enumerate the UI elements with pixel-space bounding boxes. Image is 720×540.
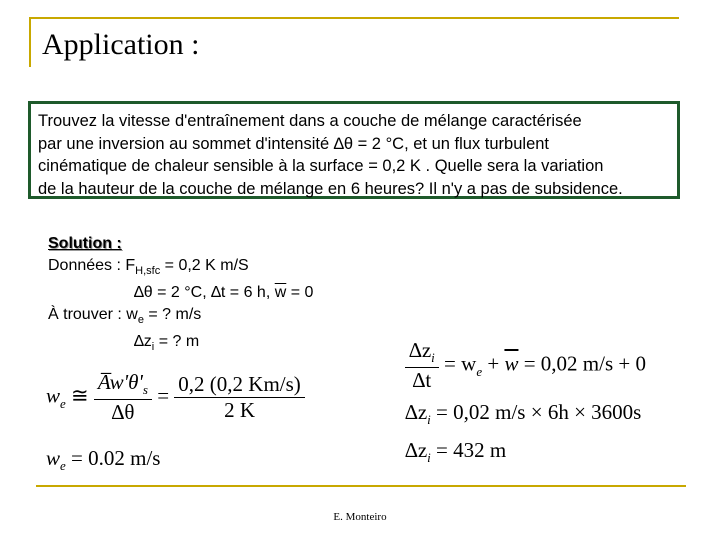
dz-numerator: ∆z	[409, 338, 432, 362]
equals-sign: =	[157, 383, 170, 408]
approx-sign: ≅	[71, 383, 89, 408]
flux-fraction	[94, 370, 152, 425]
we-symbol: w	[46, 383, 61, 408]
flux-numerator: A̅w'θ'	[97, 370, 143, 394]
numeric-fraction	[174, 372, 305, 423]
right-eq-2	[405, 400, 641, 429]
solution-block	[48, 233, 313, 359]
slide-title: Application :	[42, 28, 200, 61]
dz-sub: i	[151, 341, 155, 354]
eq1-rhs-c: = 0,02 m/s + 0	[518, 351, 646, 376]
numeric-numerator: 0,2 (0,2 Km/s)	[178, 372, 301, 397]
eq2-rhs: = 0,02 m/s × 6h × 3600s	[430, 400, 642, 424]
problem-line: par une inversion au sommet d'intensité ∆θ = 2 °C, et un flux turbulent	[38, 134, 550, 153]
title-rule-top	[29, 17, 679, 19]
eq2-lhs: ∆z	[405, 400, 428, 424]
trouver-line-2	[48, 331, 313, 359]
problem-line: cinématique de chaleur sensible à la surface = 0,2 K . Quelle sera la variation	[38, 157, 604, 175]
problem-line: Trouvez la vitesse d'entraînement dans a couche de mélange caractérisée	[38, 112, 582, 130]
eq1-w-bar: $\overline{w}$	[504, 351, 519, 376]
dz-prefix: ∆z	[134, 333, 152, 351]
left-result	[46, 446, 160, 475]
footer-author: E. Monteiro	[333, 511, 387, 523]
eq2-sub: i	[427, 412, 431, 428]
we-sub: e	[60, 395, 66, 411]
eq1-rhs-sub: e	[476, 363, 483, 379]
donnees-value: = 0,2 K m/S	[160, 256, 249, 274]
dz-dt-fraction	[405, 338, 439, 393]
dt-denominator: ∆t	[412, 368, 432, 393]
bottom-rule	[36, 485, 686, 487]
flux-numerator-sub: s	[142, 382, 148, 398]
trouver-sub: e	[137, 313, 144, 326]
donnees-prefix: Données : F	[48, 256, 136, 274]
donnees-sub: H,sfc	[135, 264, 161, 277]
donnees-line-2	[48, 282, 313, 304]
numeric-denominator: 2 K	[224, 398, 255, 423]
eq3-rhs: = 432 m	[430, 438, 507, 462]
right-eq-1	[405, 338, 646, 393]
eq3-lhs: ∆z	[405, 438, 428, 462]
eq1-rhs-b: +	[482, 351, 505, 376]
we-result-value: = 0.02 m/s	[65, 446, 161, 470]
w-bar-symbol: $\overline{w}$	[274, 284, 287, 302]
eq3-sub: i	[427, 450, 431, 466]
dz-numerator-sub: i	[431, 350, 435, 366]
dz-value: = ? m	[154, 333, 200, 351]
trouver-prefix: À trouver : w	[48, 305, 138, 323]
problem-line: de la hauteur de la couche de mélange en 6 heures? Il n'y a pas de subsidence.	[38, 179, 623, 198]
right-eq-3	[405, 438, 506, 467]
eq1-rhs-a: = w	[438, 351, 477, 376]
left-equation	[46, 370, 305, 425]
problem-statement-box	[28, 101, 680, 199]
solution-heading: Solution :	[48, 235, 122, 252]
donnees-line	[48, 255, 313, 283]
trouver-value: = ? m/s	[143, 305, 202, 323]
trouver-line	[48, 304, 313, 332]
we-result-sub: e	[60, 458, 66, 474]
donnees-line2-text: ∆θ = 2 °C, ∆t = 6 h,	[134, 284, 275, 302]
flux-denominator: ∆θ	[111, 400, 135, 425]
we-result-symbol: w	[46, 446, 61, 470]
w-value: = 0	[286, 284, 314, 302]
title-rule-left	[29, 17, 31, 67]
